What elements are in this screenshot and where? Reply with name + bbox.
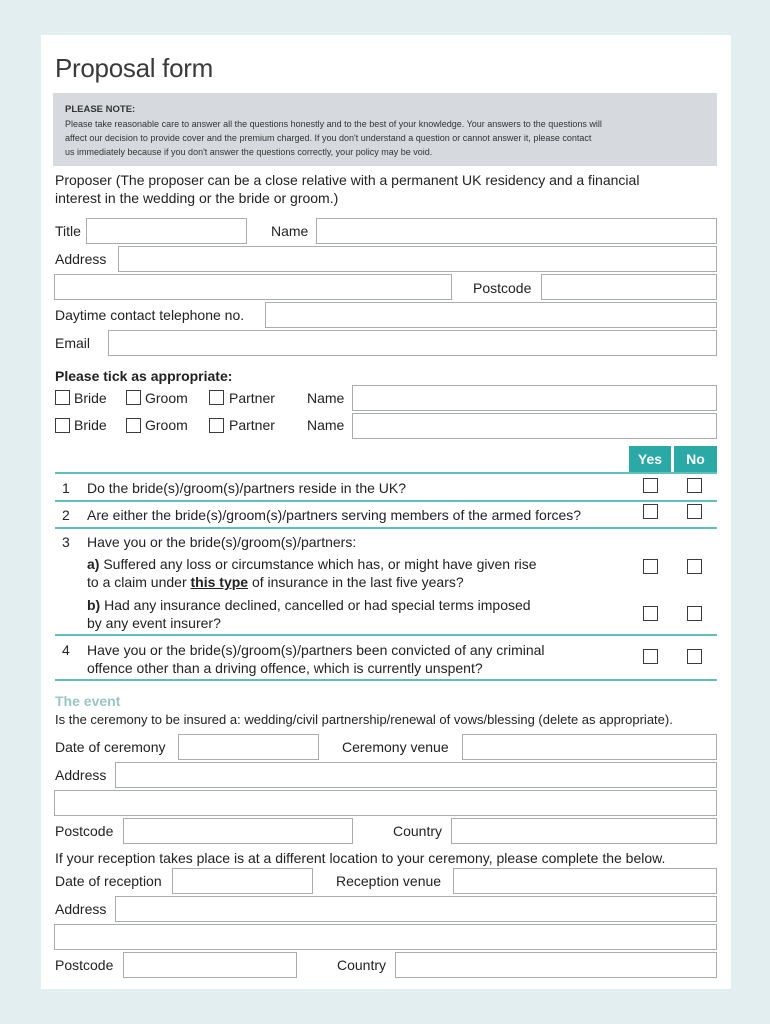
event-address-field-2[interactable] [54, 790, 717, 816]
q3b-text: Had any insurance declined, cancelled or had special terms imposed [100, 597, 531, 613]
email-label: Email [55, 335, 91, 351]
no-header: No [674, 446, 717, 473]
groom-label: Groom [145, 417, 188, 433]
please-note-box [53, 93, 717, 166]
name-label: Name [271, 223, 309, 239]
address-field-2[interactable] [54, 274, 452, 300]
q3a-text: Suffered any loss or circumstance which has, or might have given rise [99, 556, 537, 572]
reception-country-label: Country [337, 957, 387, 973]
bride-checkbox[interactable] [55, 390, 70, 405]
date-ceremony-label: Date of ceremony [55, 739, 166, 755]
postcode-field[interactable] [541, 274, 717, 300]
q2-no-checkbox[interactable] [687, 504, 702, 519]
date-ceremony-field[interactable] [178, 734, 319, 760]
note-line: us immediately because if you don't answer the questions correctly, your policy may be void. [65, 147, 433, 157]
reception-postcode-field[interactable] [123, 952, 297, 978]
question-3b-line1 [87, 597, 531, 613]
tick-name-field-1[interactable] [352, 385, 717, 411]
proposal-form-page [41, 35, 731, 989]
question-divider [55, 527, 717, 529]
q3a-emphasis: this type [190, 574, 249, 590]
event-address-label: Address [55, 767, 107, 783]
tick-name-field-2[interactable] [352, 413, 717, 439]
address-label: Address [55, 251, 107, 267]
proposer-intro: interest in the wedding or the bride or groom.) [55, 190, 339, 206]
partner-checkbox[interactable] [209, 418, 224, 433]
postcode-label: Postcode [473, 280, 532, 296]
email-field[interactable] [108, 330, 717, 356]
question-number: 1 [62, 480, 70, 496]
date-reception-label: Date of reception [55, 873, 162, 889]
name-field[interactable] [316, 218, 717, 244]
question-3b-line2: by any event insurer? [87, 615, 221, 631]
bride-label: Bride [74, 417, 107, 433]
yes-header: Yes [629, 446, 671, 473]
proposer-intro: Proposer (The proposer can be a close relative with a permanent UK residency and a financial [55, 172, 640, 188]
event-country-label: Country [393, 823, 443, 839]
title-label: Title [55, 223, 81, 239]
reception-country-field[interactable] [395, 952, 717, 978]
question-divider [55, 634, 717, 636]
q3a-text: to a claim under [87, 574, 191, 590]
reception-venue-label: Reception venue [336, 873, 442, 889]
q1-yes-checkbox[interactable] [643, 478, 658, 493]
reception-address-label: Address [55, 901, 107, 917]
address-field-1[interactable] [118, 246, 717, 272]
question-4-line1: Have you or the bride(s)/groom(s)/partners been convicted of any criminal [87, 642, 545, 658]
q3a-tag: a) [87, 556, 100, 572]
title-field[interactable] [86, 218, 247, 244]
q4-no-checkbox[interactable] [687, 649, 702, 664]
question-number: 2 [62, 507, 70, 523]
tick-name-label: Name [307, 417, 345, 433]
bride-checkbox[interactable] [55, 418, 70, 433]
question-4-line2: offence other than a driving offence, which is currently unspent? [87, 660, 483, 676]
q3b-tag: b) [87, 597, 101, 613]
groom-checkbox[interactable] [126, 418, 141, 433]
partner-label: Partner [229, 390, 275, 406]
phone-field[interactable] [265, 302, 717, 328]
bride-label: Bride [74, 390, 107, 406]
q3b-no-checkbox[interactable] [687, 606, 702, 621]
groom-checkbox[interactable] [126, 390, 141, 405]
q3b-yes-checkbox[interactable] [643, 606, 658, 621]
question-3a-line2 [87, 574, 464, 590]
event-country-field[interactable] [451, 818, 717, 844]
note-line: affect our decision to provide cover and the premium charged. If you don't understand a question or cannot answer it, please contact [65, 133, 592, 143]
ceremony-venue-label: Ceremony venue [342, 739, 449, 755]
partner-checkbox[interactable] [209, 390, 224, 405]
phone-label: Daytime contact telephone no. [55, 307, 245, 323]
event-heading: The event [55, 693, 121, 709]
reception-address-field-1[interactable] [115, 896, 717, 922]
question-divider [55, 679, 717, 681]
question-3: Have you or the bride(s)/groom(s)/partners: [87, 534, 357, 550]
question-3a-line1 [87, 556, 537, 572]
question-2: Are either the bride(s)/groom(s)/partners serving members of the armed forces? [87, 507, 582, 523]
question-divider [55, 472, 717, 474]
event-postcode-field[interactable] [123, 818, 353, 844]
q4-yes-checkbox[interactable] [643, 649, 658, 664]
question-divider [55, 500, 717, 502]
page-title: Proposal form [55, 53, 213, 83]
tick-heading: Please tick as appropriate: [55, 368, 233, 384]
q3a-no-checkbox[interactable] [687, 559, 702, 574]
q3a-yes-checkbox[interactable] [643, 559, 658, 574]
reception-note: If your reception takes place is at a different location to your ceremony, please complete the below. [55, 850, 666, 866]
question-1: Do the bride(s)/groom(s)/partners reside in the UK? [87, 480, 407, 496]
date-reception-field[interactable] [172, 868, 313, 894]
note-line: Please take reasonable care to answer all the questions honestly and to the best of your knowledge. Your answers to the questions will [65, 119, 602, 129]
partner-label: Partner [229, 417, 275, 433]
q1-no-checkbox[interactable] [687, 478, 702, 493]
note-heading: PLEASE NOTE: [65, 104, 136, 115]
question-number: 3 [62, 534, 70, 550]
question-number: 4 [62, 642, 70, 658]
reception-postcode-label: Postcode [55, 957, 114, 973]
groom-label: Groom [145, 390, 188, 406]
q3a-text: of insurance in the last five years? [248, 574, 464, 590]
event-postcode-label: Postcode [55, 823, 114, 839]
reception-address-field-2[interactable] [54, 924, 717, 950]
event-address-field-1[interactable] [115, 762, 717, 788]
ceremony-type-text: Is the ceremony to be insured a: wedding/civil partnership/renewal of vows/blessing (delete as appropriate). [55, 712, 673, 727]
ceremony-venue-field[interactable] [462, 734, 717, 760]
q2-yes-checkbox[interactable] [643, 504, 658, 519]
tick-name-label: Name [307, 390, 345, 406]
reception-venue-field[interactable] [453, 868, 717, 894]
